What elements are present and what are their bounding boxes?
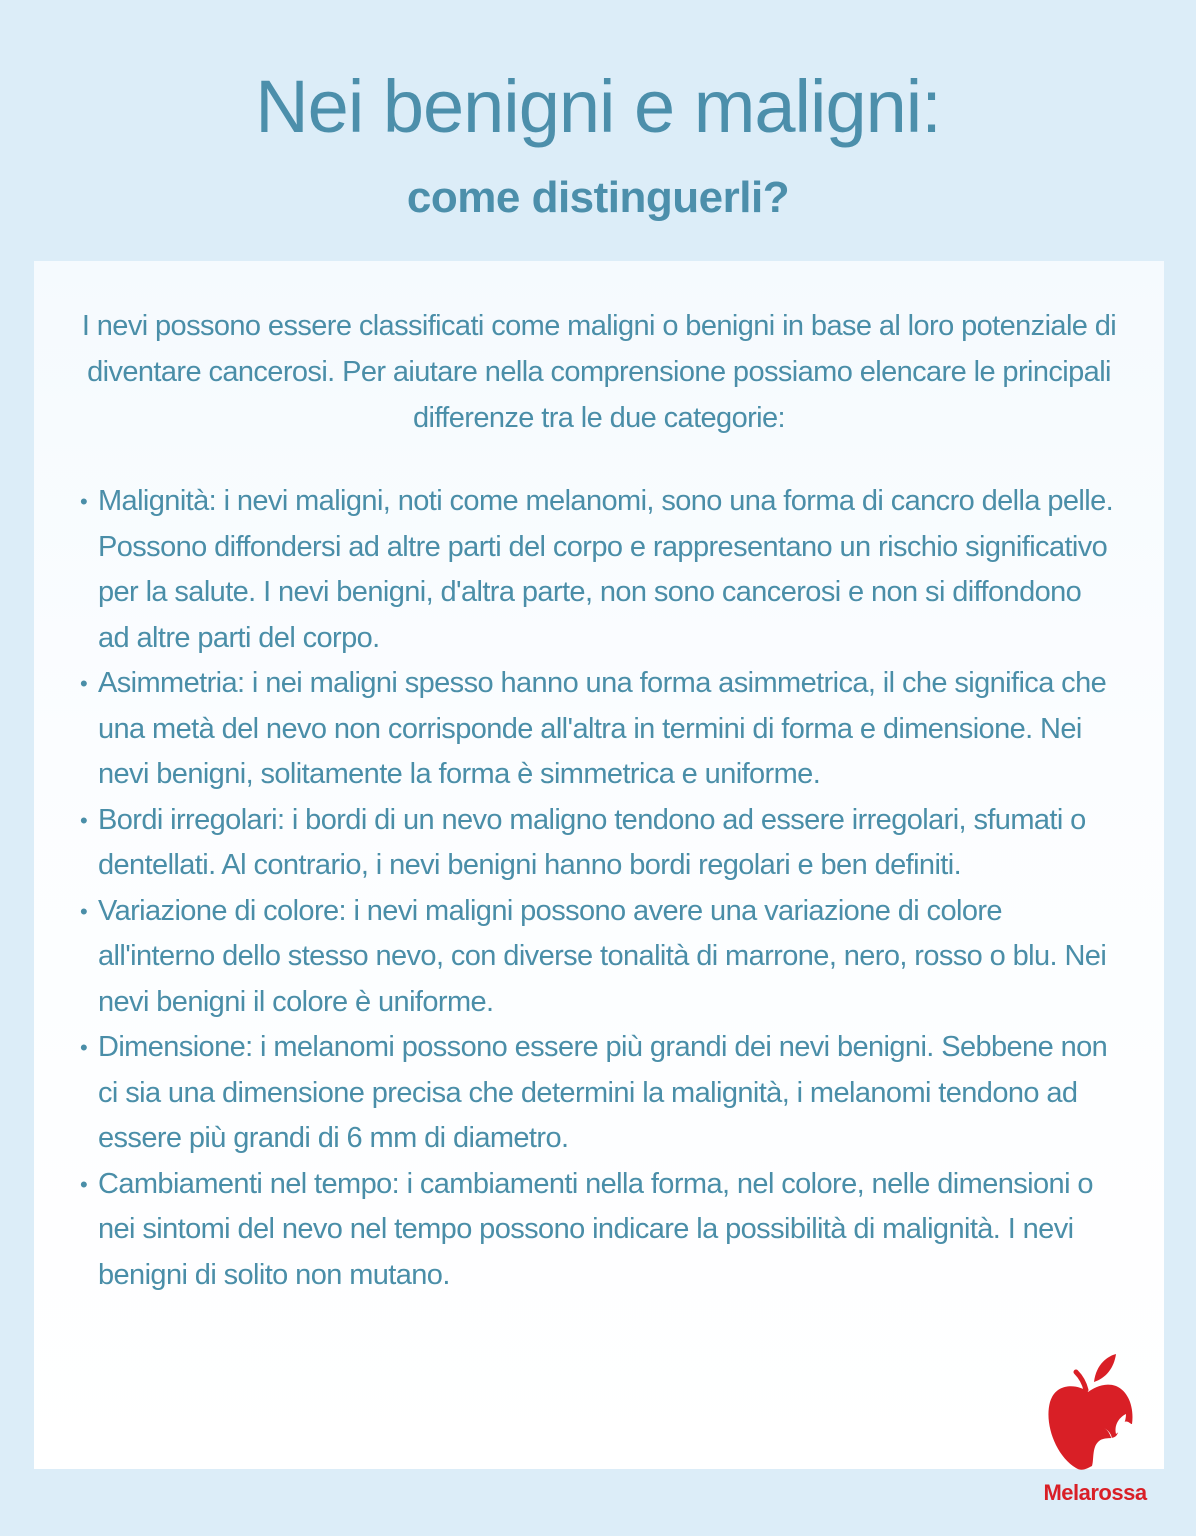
list-item-text: Cambiamenti nel tempo: i cambiamenti nella forma, nel colore, nelle dimensioni o nei sintomi del nevo nel tempo possono indicare la possibilità di malignità. I nevi benigni di solito non mutano. xyxy=(98,1167,1093,1291)
brand-name: Melarossa xyxy=(1043,1480,1147,1505)
list-item-text: Asimmetria: i nei maligni spesso hanno una forma asimmetrica, il che significa che una metà del nevo non corrisponde all'altra in termini di forma e dimensione. Nei nevi benigni, solitamente la forma è simmetrica e uniforme. xyxy=(98,667,1107,790)
list-item-asimmetria xyxy=(78,661,1118,798)
bullet-icon: • xyxy=(80,489,88,514)
page-title: Nei benigni e maligni: xyxy=(255,65,941,148)
bullet-icon: • xyxy=(80,671,88,696)
bullet-icon: • xyxy=(80,807,88,833)
melarossa-logo xyxy=(1020,1352,1170,1522)
bullet-icon: • xyxy=(80,898,88,924)
list-item-bordi xyxy=(78,798,1118,889)
list-item-text: Malignità: i nevi maligni, noti come melanomi, sono una forma di cancro della pelle. Possono diffondersi ad altre parti del corpo e rappresentano un rischio significativo per la salute. I nevi benigni, d'altra parte, non sono cancerosi e non si diffondono ad altre parti del corpo. xyxy=(98,485,1114,654)
list-item-dimensione xyxy=(78,1025,1118,1162)
page-subtitle: come distinguerli? xyxy=(406,173,790,222)
list-item-text: Dimensione: i melanomi possono essere più grandi dei nevi benigni. Sebbene non ci sia una dimensione precisa che determini la malignità, i melanomi tendono ad essere più grandi di 6 mm di diametro. xyxy=(98,1031,1108,1154)
list-item-malignita xyxy=(78,479,1118,661)
intro-paragraph: I nevi possono essere classificati come maligni o benigni in base al loro potenziale di diventare cancerosi. Per aiutare nella comprensione possiamo elencare le principali differenze tra le due categorie: xyxy=(81,310,1117,434)
bullet-icon: • xyxy=(80,1171,88,1197)
list-item-colore xyxy=(78,889,1118,1026)
bullet-icon: • xyxy=(80,1035,88,1060)
apple-icon xyxy=(1042,1352,1142,1474)
list-item-text: Variazione di colore: i nevi maligni possono avere una variazione di colore all'interno dello stesso nevo, con diverse tonalità di marrone, nero, rosso o blu. Nei nevi benigni il colore è uniforme. xyxy=(98,894,1107,1018)
list-item-cambiamenti xyxy=(78,1162,1118,1299)
content-card xyxy=(34,261,1164,1469)
list-item-text: Bordi irregolari: i bordi di un nevo maligno tendono ad essere irregolari, sfumati o dentellati. Al contrario, i nevi benigni hanno bordi regolari e ben definiti. xyxy=(98,803,1086,881)
differences-list xyxy=(78,479,1118,1298)
